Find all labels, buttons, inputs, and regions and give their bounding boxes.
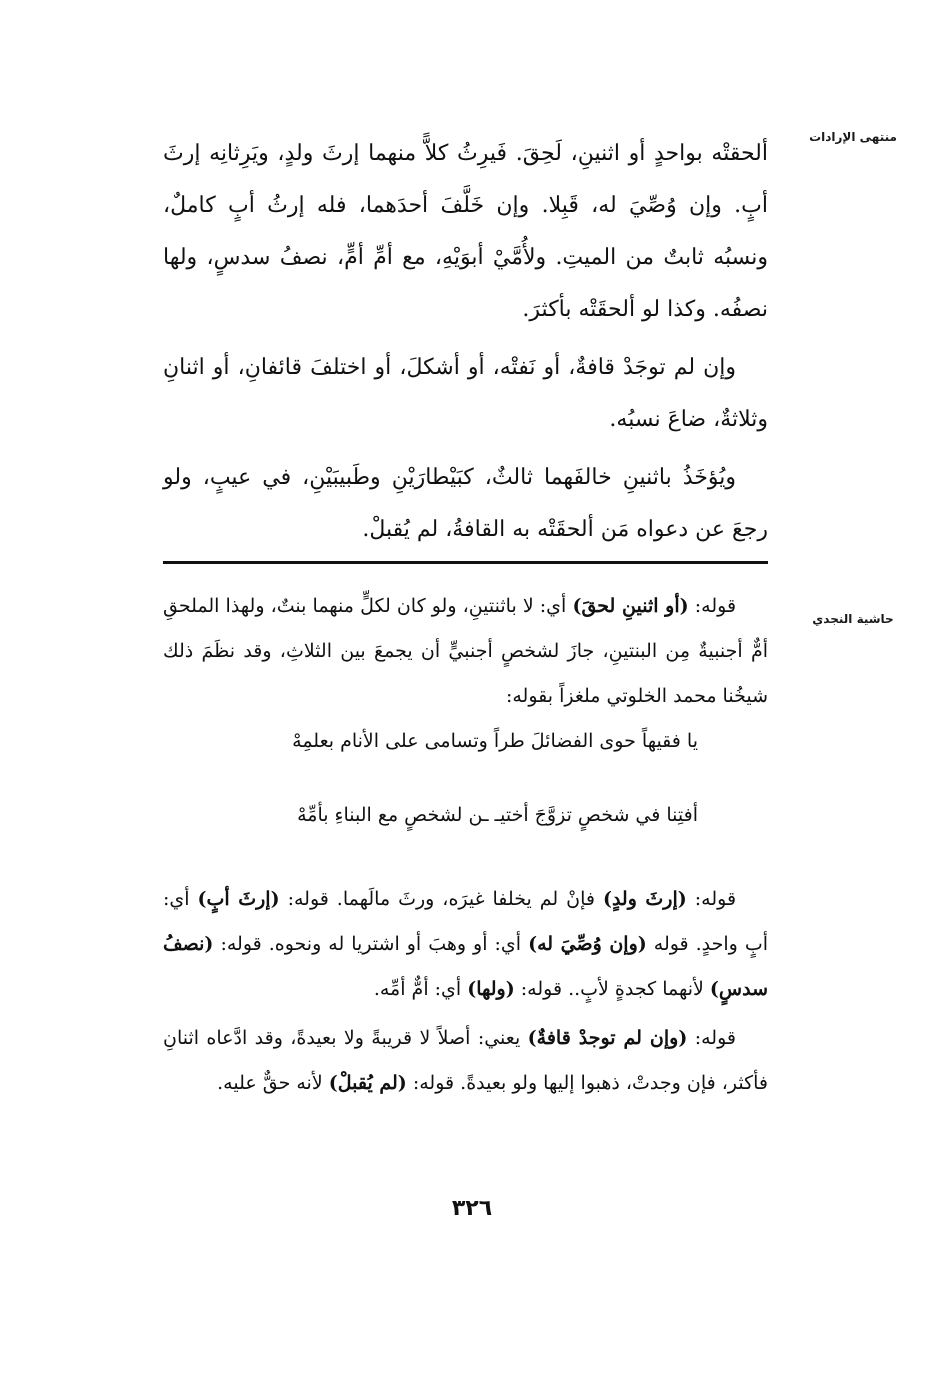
- quoted-phrase: (ولها): [467, 978, 515, 1000]
- note-prefix: قوله:: [694, 1027, 736, 1049]
- quoted-phrase: (إرثَ ولدٍ): [602, 888, 687, 910]
- page-number: ٣٢٦: [451, 1196, 493, 1221]
- main-paragraph-3: ويُؤخَذُ باثنينِ خالفَهما ثالثٌ، كبَيْطارَيْنِ وطَبيبَيْنِ، في عيبٍ، ولو رجعَ عن دعواه مَن ألحقَتْه به القافةُ، لم يُقبلْ.: [163, 465, 768, 542]
- note-paragraph-1: [163, 584, 768, 719]
- margin-label-main: منتهى الإرادات: [809, 130, 897, 144]
- quoted-phrase: (وإن لم توجدْ قافةٌ): [527, 1027, 688, 1049]
- note-prefix: قوله:: [694, 888, 737, 910]
- note-paragraph-2: [163, 877, 768, 1012]
- quoted-phrase: (نصفُ سدسٍ): [163, 933, 768, 1000]
- note-text: لأنه حقٌّ عليه.: [217, 1072, 323, 1094]
- main-paragraph-1: ألحقتْه بواحدٍ أو اثنينِ، لَحِقَ. فَيرِثُ كلاًّ منهما إرثَ ولدٍ، ويَرِثانِه إرثَ أبٍ. وإن وُصِّيَ له، قَبِلا. وإن خَلَّفَ أحدَهما، فله إرثُ أبٍ كاملٌ، ونسبُه ثابتٌ من الميتِ. ولأُمَّيْ أبوَيْهِ، مع أمِّ أمٍّ، نصفُ سدسٍ، ولها نصفُه. وكذا لو ألحقَتْه بأكثرَ.: [163, 141, 768, 322]
- note-text: أي: أمٌّ أمِّه.: [373, 978, 462, 1000]
- note-text: فإنْ لم يخلفا غيرَه، ورثَ مالَهما. قوله:: [287, 888, 595, 910]
- main-text-block: [163, 128, 768, 556]
- poem-line-1: يا فقيهاً حوى الفضائلَ طراً وتسامى على الأنام بعلمِهْ: [292, 730, 698, 752]
- note-prefix: قوله:: [694, 595, 737, 617]
- poem-line-2: أفتِنا في شخصٍ تزوَّجَ أختيـ ـن لشخصٍ مع البناءِ بأمِّهْ: [297, 804, 698, 826]
- commentary-block: [163, 584, 768, 1106]
- quoted-phrase: (لم يُقبلْ): [328, 1072, 407, 1094]
- separator-line: [163, 561, 768, 564]
- quoted-phrase: (أو اثنينِ لحقَ): [572, 595, 689, 617]
- main-paragraph-2: وإن لم توجَدْ قافةٌ، أو نَفتْه، أو أشكلَ، أو اختلفَ قائفانِ، أو اثنانِ وثلاثةٌ، ضاعَ نسبُه.: [163, 355, 768, 432]
- note-paragraph-3: [163, 1016, 768, 1106]
- note-text: أي: لا باثنتينِ، ولو كان لكلٍّ منهما بنتٌ، ولهذا الملحقِ أمٌّ أجنبيةٌ مِن البنتينِ، جازَ لشخصٍ أجنبيٍّ أن يجمعَ بين الثلاثِ، وقد نظَمَ ذلك شيخُنا محمد الخلوتي ملغزاً بقوله:: [163, 595, 768, 707]
- note-text: يعني: أصلاً لا قريبةً ولا بعيدةً، وقد ادَّعاه اثنانِ فأكثر، فإن وجدتْ، ذهبوا إليها ولو بعيدةً. قوله:: [163, 1027, 768, 1094]
- note-text: أي: أبٍ واحدٍ. قوله: [163, 888, 769, 955]
- note-text: أي: أو وهبَ أو اشتريا له ونحوه. قوله:: [220, 933, 522, 955]
- margin-label-notes: حاشية النجدي: [812, 612, 894, 626]
- quoted-phrase: (إرثَ أبٍ): [197, 888, 280, 910]
- note-text: لأنهما كجدةٍ لأبٍ.. قوله:: [520, 978, 704, 1000]
- quoted-phrase: (وإن وُصِّيَ له): [528, 933, 647, 955]
